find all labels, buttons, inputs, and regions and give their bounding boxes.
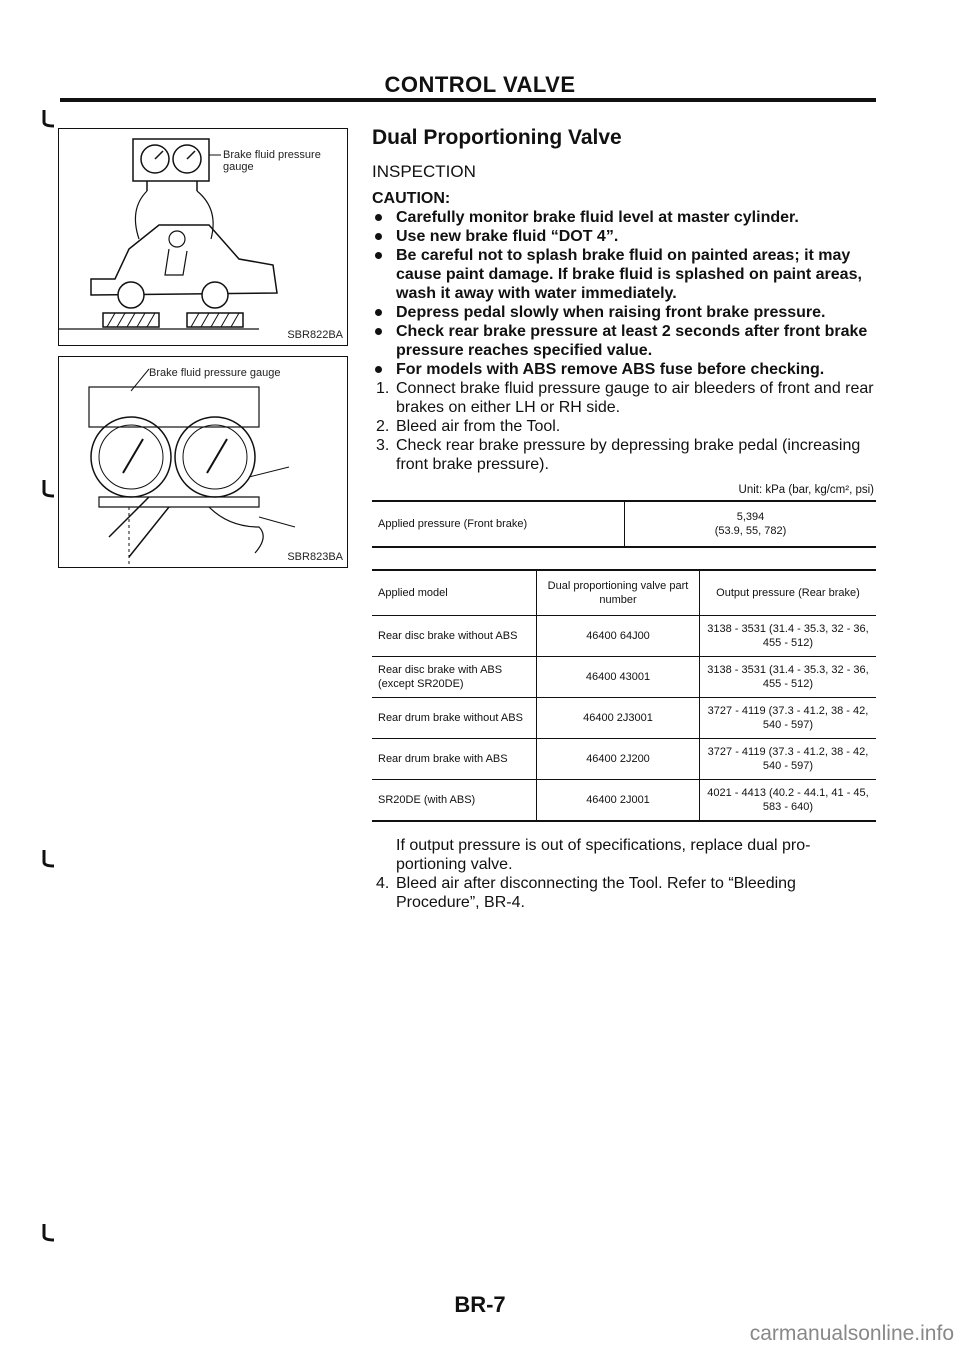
procedure-step <box>372 436 876 474</box>
table-cell: 46400 2J001 <box>537 780 700 822</box>
column-header: Applied model <box>372 570 537 616</box>
caution-list <box>372 208 876 379</box>
table-cell: 3727 - 4119 (37.3 - 41.2, 38 - 42, 540 - 597) <box>700 698 877 739</box>
step-text: Bleed air from the Tool. <box>396 418 561 435</box>
table-row <box>372 616 876 657</box>
caution-item: For models with ABS remove ABS fuse before checking. <box>372 360 876 379</box>
caution-item: Depress pedal slowly when raising front brake pressure. <box>372 303 876 322</box>
step-text: Connect brake fluid pressure gauge to air bleeders of front and rear brakes on either LH or RH side. <box>396 380 874 416</box>
figure-code: SBR823BA <box>287 551 343 563</box>
pressure-value: 5,394 <box>736 511 765 523</box>
margin-mark-icon <box>40 478 58 500</box>
figure-label: Brake fluid pressure gauge <box>149 367 281 379</box>
procedure-step <box>372 379 876 417</box>
pressure-value-sub: (53.9, 55, 782) <box>714 525 787 537</box>
table-cell: 46400 64J00 <box>537 616 700 657</box>
output-pressure-table <box>372 569 876 822</box>
procedure-steps <box>372 379 876 474</box>
step-text: Check rear brake pressure by depressing brake pedal (increasing front brake pressure). <box>396 437 861 473</box>
table-cell: 46400 2J3001 <box>537 698 700 739</box>
caution-item: Use new brake fluid “DOT 4”. <box>372 227 876 246</box>
table-row <box>372 698 876 739</box>
step-number: 2. <box>376 418 390 435</box>
unit-note: Unit: kPa (bar, kg/cm², psi) <box>738 484 874 496</box>
table-cell: Rear drum brake without ABS <box>372 698 537 739</box>
table-cell: 4021 - 4413 (40.2 - 44.1, 41 - 45, 583 - 640) <box>700 780 877 822</box>
table-cell: 46400 43001 <box>537 657 700 698</box>
after-table-text <box>372 836 876 912</box>
table-cell <box>625 501 877 547</box>
table-cell: 3727 - 4119 (37.3 - 41.2, 38 - 42, 540 - 597) <box>700 739 877 780</box>
table-row <box>372 739 876 780</box>
caution-item: Carefully monitor brake fluid level at master cylinder. <box>372 208 876 227</box>
procedure-step <box>372 874 876 912</box>
caution-item: Check rear brake pressure at least 2 seconds after front brake pressure reaches specified value. <box>372 322 876 360</box>
caution-item: Be careful not to splash brake fluid on painted areas; it may cause paint damage. If brake fluid is splashed on paint areas, wash it away with water immediately. <box>372 246 876 303</box>
caution-label: CAUTION: <box>372 190 451 207</box>
table-cell: Applied pressure (Front brake) <box>372 501 625 547</box>
margin-mark-icon <box>40 848 58 870</box>
applied-pressure-table <box>372 500 876 548</box>
table-cell: Rear drum brake with ABS <box>372 739 537 780</box>
table-cell: 3138 - 3531 (31.4 - 35.3, 32 - 36, 455 - 512) <box>700 616 877 657</box>
table-cell: 46400 2J200 <box>537 739 700 780</box>
column-header: Dual proportioning valve part number <box>537 570 700 616</box>
page-number: BR-7 <box>454 1292 506 1317</box>
figure-code: SBR822BA <box>287 329 343 341</box>
out-of-spec-note: If output pressure is out of specifications, replace dual pro-portioning valve. <box>396 837 811 873</box>
section-subtitle: INSPECTION <box>372 162 476 181</box>
figure-gauge-closeup <box>58 356 348 568</box>
page-header-title: CONTROL VALVE <box>384 72 576 97</box>
section-title: Dual Proportioning Valve <box>372 126 622 149</box>
header-rule <box>60 98 876 102</box>
table-cell: SR20DE (with ABS) <box>372 780 537 822</box>
step-number: 4. <box>376 875 390 892</box>
margin-mark-icon <box>40 108 58 130</box>
table-header-row <box>372 570 876 616</box>
figure-label: Brake fluid pressure gauge <box>223 149 321 173</box>
procedure-step <box>372 417 876 436</box>
column-header: Output pressure (Rear brake) <box>716 587 860 599</box>
figure-car-gauge <box>58 128 348 346</box>
table-row <box>372 501 876 547</box>
table-cell: 3138 - 3531 (31.4 - 35.3, 32 - 36, 455 - 512) <box>700 657 877 698</box>
watermark: carmanualsonline.info <box>749 1322 954 1345</box>
table-cell: Rear disc brake without ABS <box>372 616 537 657</box>
table-row <box>372 657 876 698</box>
step-text: Bleed air after disconnecting the Tool. Refer to “Bleeding Procedure”, BR-4. <box>396 875 796 911</box>
gauge-closeup-illustration <box>59 357 347 567</box>
step-number: 1. <box>376 380 390 397</box>
margin-mark-icon <box>40 1222 58 1244</box>
step-number: 3. <box>376 437 390 454</box>
table-row <box>372 780 876 822</box>
table-cell: Rear disc brake with ABS (except SR20DE) <box>372 657 537 698</box>
